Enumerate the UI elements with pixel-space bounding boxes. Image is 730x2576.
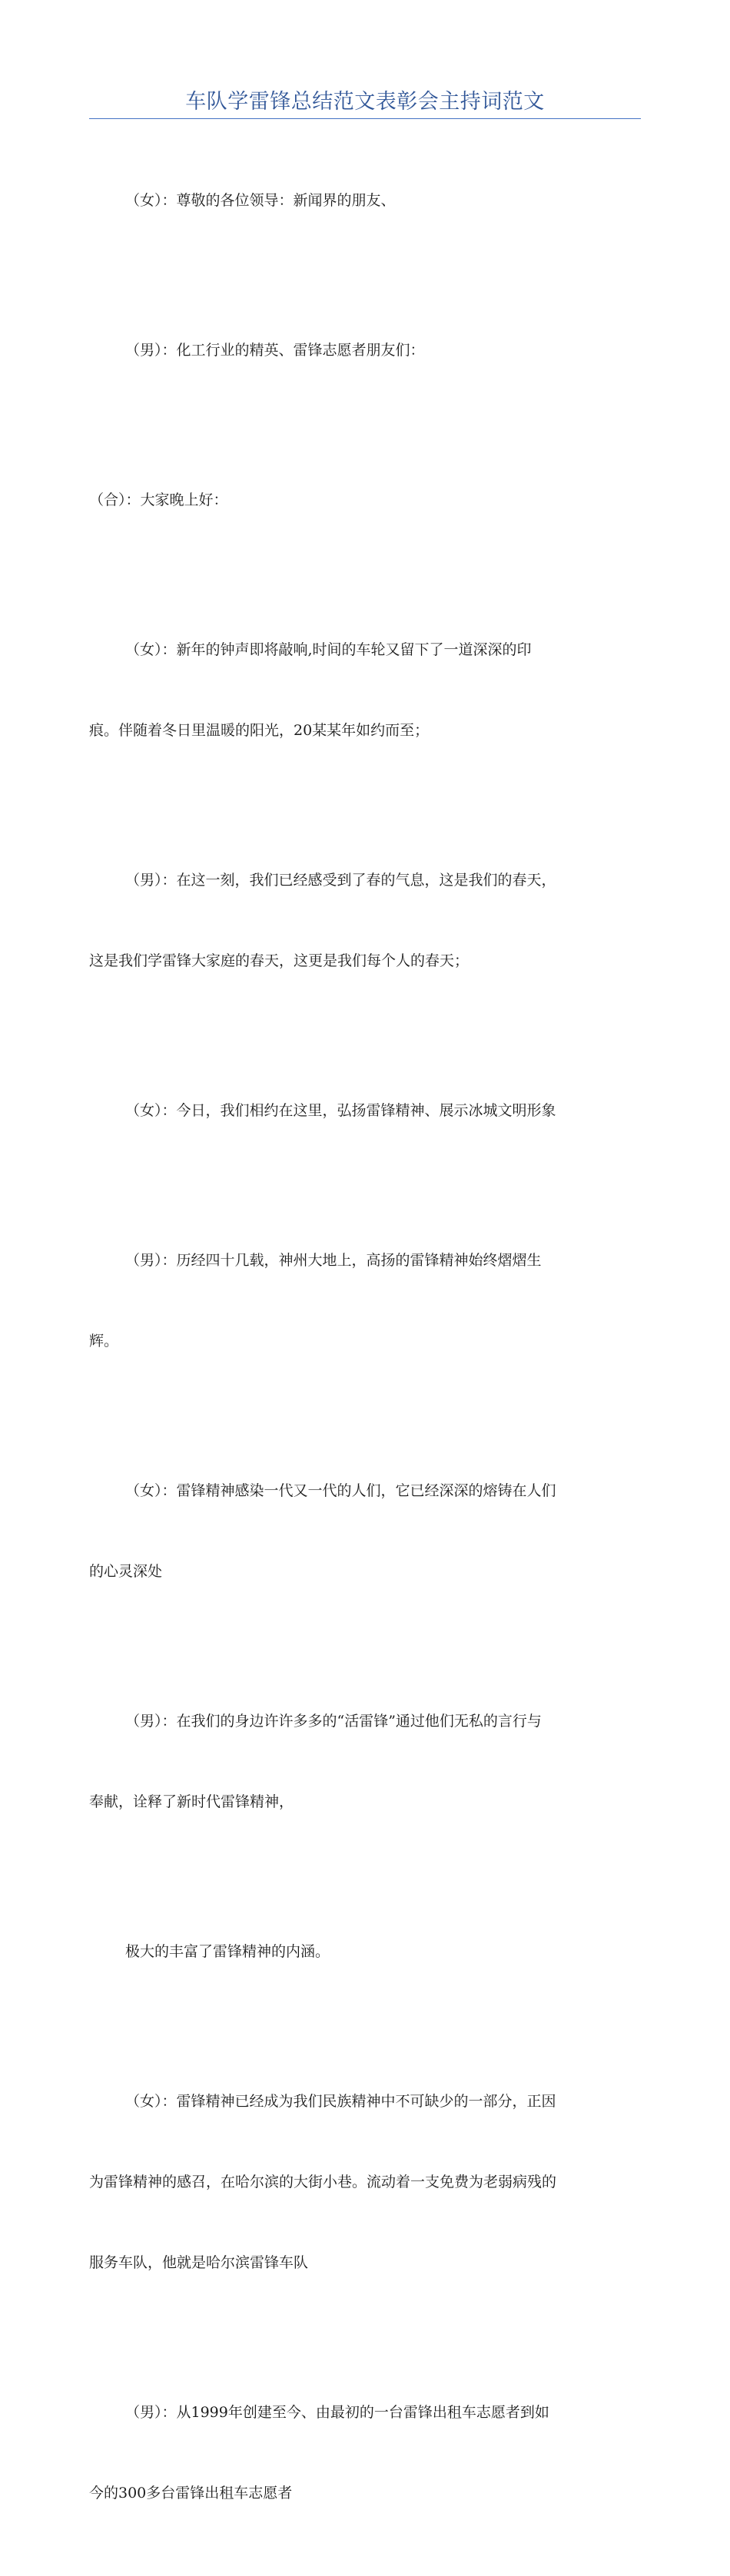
- paragraph: [89, 1424, 641, 1639]
- document-body: [89, 134, 641, 2576]
- paragraph-line: 这是我们学雷锋大家庭的春天，这更是我们每个人的春天；: [89, 952, 470, 969]
- paragraph-line: （男）：在我们的身边许许多多的“活雷锋”通过他们无私的言行与: [125, 1713, 542, 1730]
- paragraph: [89, 583, 641, 798]
- paragraph-line: 的心灵深处: [89, 1563, 163, 1580]
- paragraph: [89, 1885, 641, 2019]
- paragraph-line: （男）：在这一刻，我们已经感受到了春的气息，这是我们的春天，: [125, 872, 556, 889]
- paragraph-line: （女）：尊敬的各位领导：新闻界的朋友、: [125, 192, 396, 209]
- paragraph-line: （女）：雷锋精神已经成为我们民族精神中不可缺少的一部分，正因: [125, 2093, 556, 2110]
- title-underline: [89, 118, 641, 119]
- paragraph-line: （女）：今日，我们相约在这里，弘扬雷锋精神、展示冰城文明形象: [125, 1102, 556, 1119]
- paragraph-line: （男）：化工行业的精英、雷锋志愿者朋友们：: [125, 342, 425, 359]
- paragraph: [89, 433, 641, 568]
- paragraph-line: 辉。: [89, 1333, 119, 1349]
- paragraph: [89, 1194, 641, 1409]
- paragraph-line: （男）：从1999年创建至今、由最初的一台雷锋出租车志愿者到如: [125, 2404, 549, 2421]
- paragraph-line: 服务车队，他就是哈尔滨雷锋车队: [89, 2254, 309, 2271]
- paragraph-line: 痕。伴随着冬日里温暖的阳光，20某某年如约而至；: [89, 722, 430, 739]
- paragraph: [89, 1654, 641, 1869]
- paragraph: [89, 134, 641, 268]
- paragraph: [89, 1044, 641, 1178]
- paragraph-line: （男）：历经四十几载，神州大地上，高扬的雷锋精神始终熠熠生: [125, 1252, 542, 1269]
- paragraph-line: （合）：大家晚上好：: [89, 492, 228, 508]
- paragraph: [89, 813, 641, 1028]
- paragraph-line: （女）：雷锋精神感染一代又一代的人们，它已经深深的熔铸在人们: [125, 1482, 556, 1499]
- paragraph: [89, 283, 641, 418]
- paragraph-line: 为雷锋精神的感召，在哈尔滨的大街小巷。流动着一支免费为老弱病残的: [89, 2174, 557, 2190]
- paragraph-line: （女）：新年的钟声即将敲响,时间的车轮又留下了一道深深的印: [125, 641, 532, 658]
- paragraph-line: 今的300多台雷锋出租车志愿者: [89, 2485, 293, 2502]
- document-title: 车队学雷锋总结范文表彰会主持词范文: [185, 90, 545, 114]
- paragraph: [89, 2346, 641, 2561]
- paragraph: [89, 2035, 641, 2330]
- paragraph-line: 奉献，诠释了新时代雷锋精神，: [89, 1793, 294, 1810]
- paragraph-line: 极大的丰富了雷锋精神的内涵。: [125, 1943, 330, 1960]
